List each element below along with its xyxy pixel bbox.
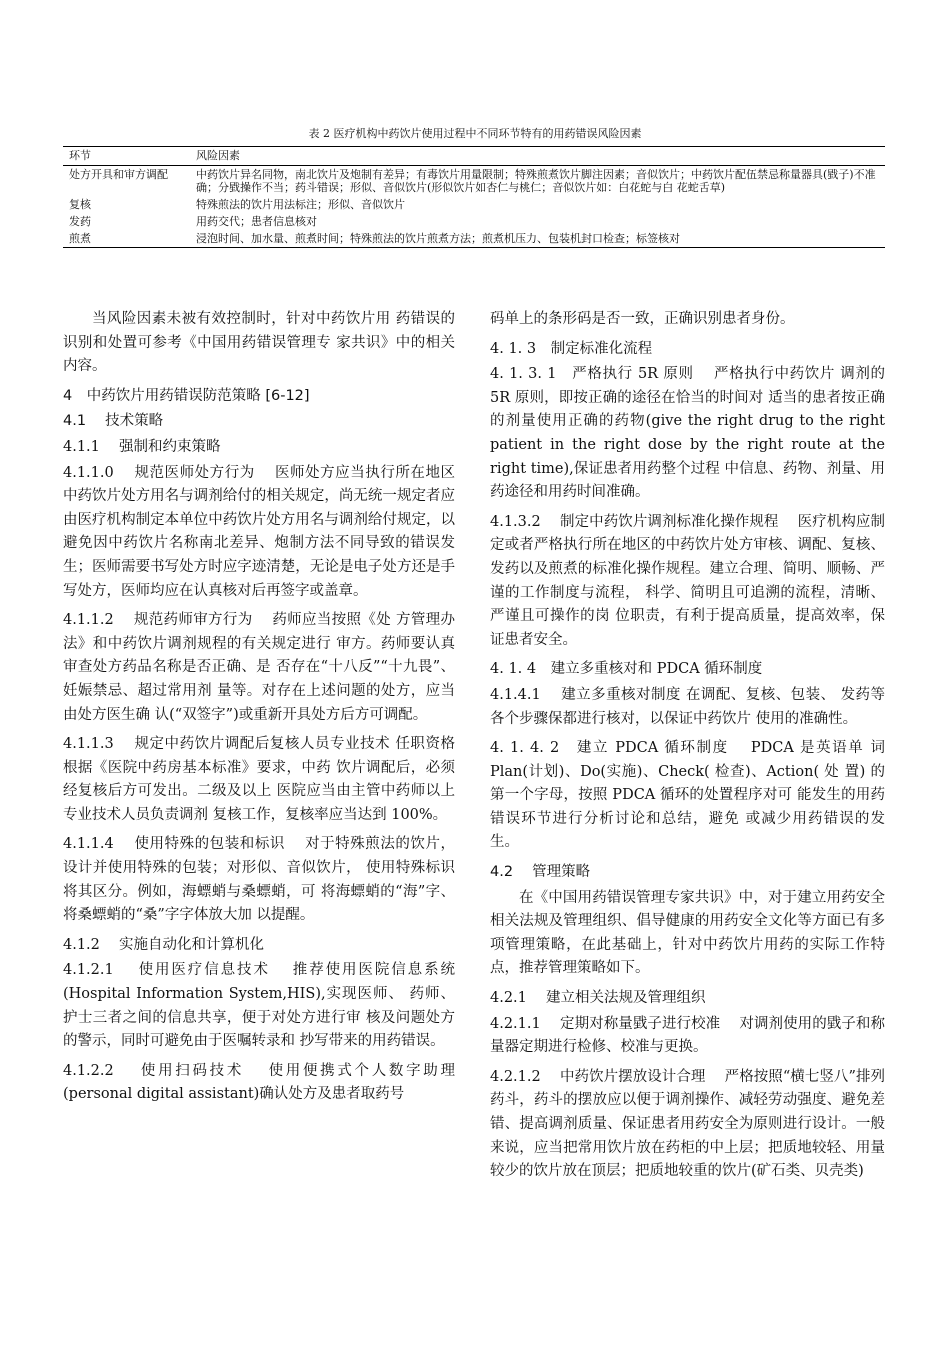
table-cell-stage: 处方开具和审方调配 <box>69 168 168 181</box>
header-risk-factors: 风险因素 <box>190 147 885 166</box>
table-caption: 表 2 医疗机构中药饮片使用过程中不同环节特有的用药错误风险因素 <box>308 127 642 140</box>
paragraph-4-1-3-1: 4. 1. 3. 1 严格执行 5R 原则 严格执行中药饮片 调剂的 5R 原则，即按正确的途径在恰当的时间对 适当的患者按正确的剂量使用正确的药物(give the right drug to the right patient in the right dose by the right route at the right time),保证患者用药整个过程 中信息、药物、剂量、用药途径和用药时间准确。 <box>490 366 885 501</box>
table-cell-stage: 煎煮 <box>63 230 190 248</box>
paragraph-4-1-3-2: 4.1.3.2 制定中药饮片调剂标准化操作规程 医疗机构应制定或者严格执行所在地区的中药饮片处方审核、调配、复核、发药以及煎煮的标准化操作规程。建立合理、简明、顺畅、严谨的工作制度与流程， 科学、简明且可追溯的流程，清晰、严谨且可操作的岗 位职责，有利于提高质量，提高效率，保证患者安全。 <box>490 513 885 648</box>
paragraph-4-2-1-2: 4.2.1.2 中药饮片摆放设计合理 严格按照“横七竖八”排列药斗，药斗的摆放应以便于调剂操作、减轻劳动强度、避免差错、提高调剂质量、保证患者用药安全为原则进行设计。一般来说，应当把常用饮片放在药柜的中上层；把质地较轻、用量较少的饮片放在顶层；把质地较重的饮片(矿石类、贝壳类) <box>490 1068 885 1180</box>
paragraph-4-2: 在《中国用药错误管理专家共识》中，对于建立用药安全相关法规及管理组织、倡导健康的用药安全文化等方面已有多项管理策略，在此基础上，针对中药饮片用药的实际工作特点，推荐管理策略如下。 <box>490 889 885 977</box>
table-cell-stage: 发药 <box>69 215 91 228</box>
table-cell-stage: 复核 <box>69 198 91 211</box>
section-heading-4-1-2: 4.1.2 实施自动化和计算机化 <box>63 936 265 953</box>
header-stage: 环节 <box>63 147 190 166</box>
table-row <box>63 230 885 248</box>
paragraph-4-1-1-3: 4.1.1.3 规定中药饮片调配后复核人员专业技术 任职资格 根据《医院中药房基本标准》要求，中药 饮片调配后，必须经复核后方可发出。二级及以上 医院应当由主管中药师以上专业技术人员负责调剂 复核工作，复核率应当达到 100%。 <box>63 736 475 823</box>
paragraph-4-1-4-2: 4. 1. 4. 2 建立 PDCA 循环制度 PDCA 是英语单 词 Plan(计划)、Do(实施)、Check( 检查)、Action( 处 置) 的第一个字母，按照 PDCA 循环的处置程序对可 能发生的用药错误环节进行分析讨论和总结，避免 或减少用药错误的发生。 <box>490 740 885 851</box>
paragraph-4-1-1-0: 4.1.1.0 规范医师处方行为 医师处方应当执行所在地区中药饮片处方用名与调剂给付的相关规定，尚无统一规定者应由医疗机构制定本单位中药饮片处方用名与调剂给付规定，以避免因中药饮片名称南北差异、炮制方法不同导致的错误发生；医师需要书写处方时应字迹清楚，无论是电子处方还是手写处方，医师均应在认真核对后再签字或盖章。 <box>63 464 455 599</box>
paragraph-4-2-1-1: 4.2.1.1 定期对称量戥子进行校准 对调剂使用的戥子和称量器定期进行检修、校准与更换。 <box>490 1015 885 1056</box>
paragraph: 当风险因素未被有效控制时，针对中药饮片用 药错误的识别和处置可参考《中国用药错误管理专 家共识》中的相关内容。 <box>63 311 455 375</box>
risk-factor-table <box>63 146 885 248</box>
section-heading-4: 4 中药饮片用药错误防范策略 [6-12] <box>63 387 310 404</box>
table-row <box>63 213 885 230</box>
left-column <box>63 308 475 1113</box>
paragraph-4-1-2-2: 4.1.2.2 使用扫码技术 使用便携式个人数字助理(personal digital assistant)确认处方及患者取药号 <box>63 1062 455 1103</box>
paragraph-4-1-1-4: 4.1.1.4 使用特殊的包装和标识 对于特殊煎法的饮片，设计并使用特殊的包装；对形似、音似饮片， 使用特殊标识将其区分。例如，海螵蛸与桑螵蛸，可 将海螵蛸的“海”字、将桑螵蛸的“桑”字字体放大加 以提醒。 <box>63 836 455 924</box>
table-cell-risk: 中药饮片异名同物，南北饮片及炮制有差异；有毒饮片用量限制；特殊煎煮饮片脚注因素；音似饮片；中药饮片配伍禁忌称量器具(戥子)不准确；分戥操作不当；药斗错误；形似、音似饮片(形似饮片如杏仁与桃仁；音似饮片如：白花蛇与白 花蛇舌草) <box>196 168 876 194</box>
table-row <box>63 196 885 213</box>
paragraph-continued: 码单上的条形码是否一致，正确识别患者身份。 <box>490 311 795 327</box>
table-row <box>63 166 885 197</box>
paragraph-4-1-2-1: 4.1.2.1 使用医疗信息技术 推荐使用医院信息系统(Hospital Information System,HIS),实现医师、 药师、护士三者之间的信息共享，便于对处方进行审 核及问题处方的警示，同时可避免由于医嘱转录和 抄写带来的用药错误。 <box>63 962 455 1050</box>
right-column <box>490 308 885 1190</box>
section-heading-4-2-1: 4.2.1 建立相关法规及管理组织 <box>490 990 706 1007</box>
table-header-row <box>63 147 885 166</box>
paragraph-4-1-1-2: 4.1.1.2 规范药师审方行为 药师应当按照《处 方管理办法》和中药饮片调剂规程的有关规定进行 审方。药师要认真审查处方药品名称是否正确、是 否存在“十八反”“十九畏”、妊娠禁忌、超过常用剂 量等。对存在上述问题的处方，应当由处方医生确 认(“双签字”)或重新开具处方后方可调配。 <box>63 612 455 723</box>
section-heading-4-2: 4.2 管理策略 <box>490 864 591 881</box>
table-cell-risk: 特殊煎法的饮片用法标注；形似、音似饮片 <box>196 198 405 211</box>
paragraph-4-1-4-1: 4.1.4.1 建立多重核对制度 在调配、复核、包装、 发药等各个步骤保都进行核对，以保证中药饮片 使用的准确性。 <box>490 686 885 727</box>
section-heading-4-1-3: 4. 1. 3 制定标准化流程 <box>490 340 653 357</box>
section-heading-4-1: 4.1 技术策略 <box>63 413 164 430</box>
table-cell-risk: 用药交代；患者信息核对 <box>196 215 317 228</box>
table-cell-risk: 浸泡时间、加水量、煎煮时间；特殊煎法的饮片煎煮方法；煎煮机压力、包装机封口检查；标签核对 <box>190 230 885 248</box>
section-heading-4-1-4: 4. 1. 4 建立多重核对和 PDCA 循环制度 <box>490 661 763 678</box>
section-heading-4-1-1: 4.1.1 强制和约束策略 <box>63 438 221 455</box>
